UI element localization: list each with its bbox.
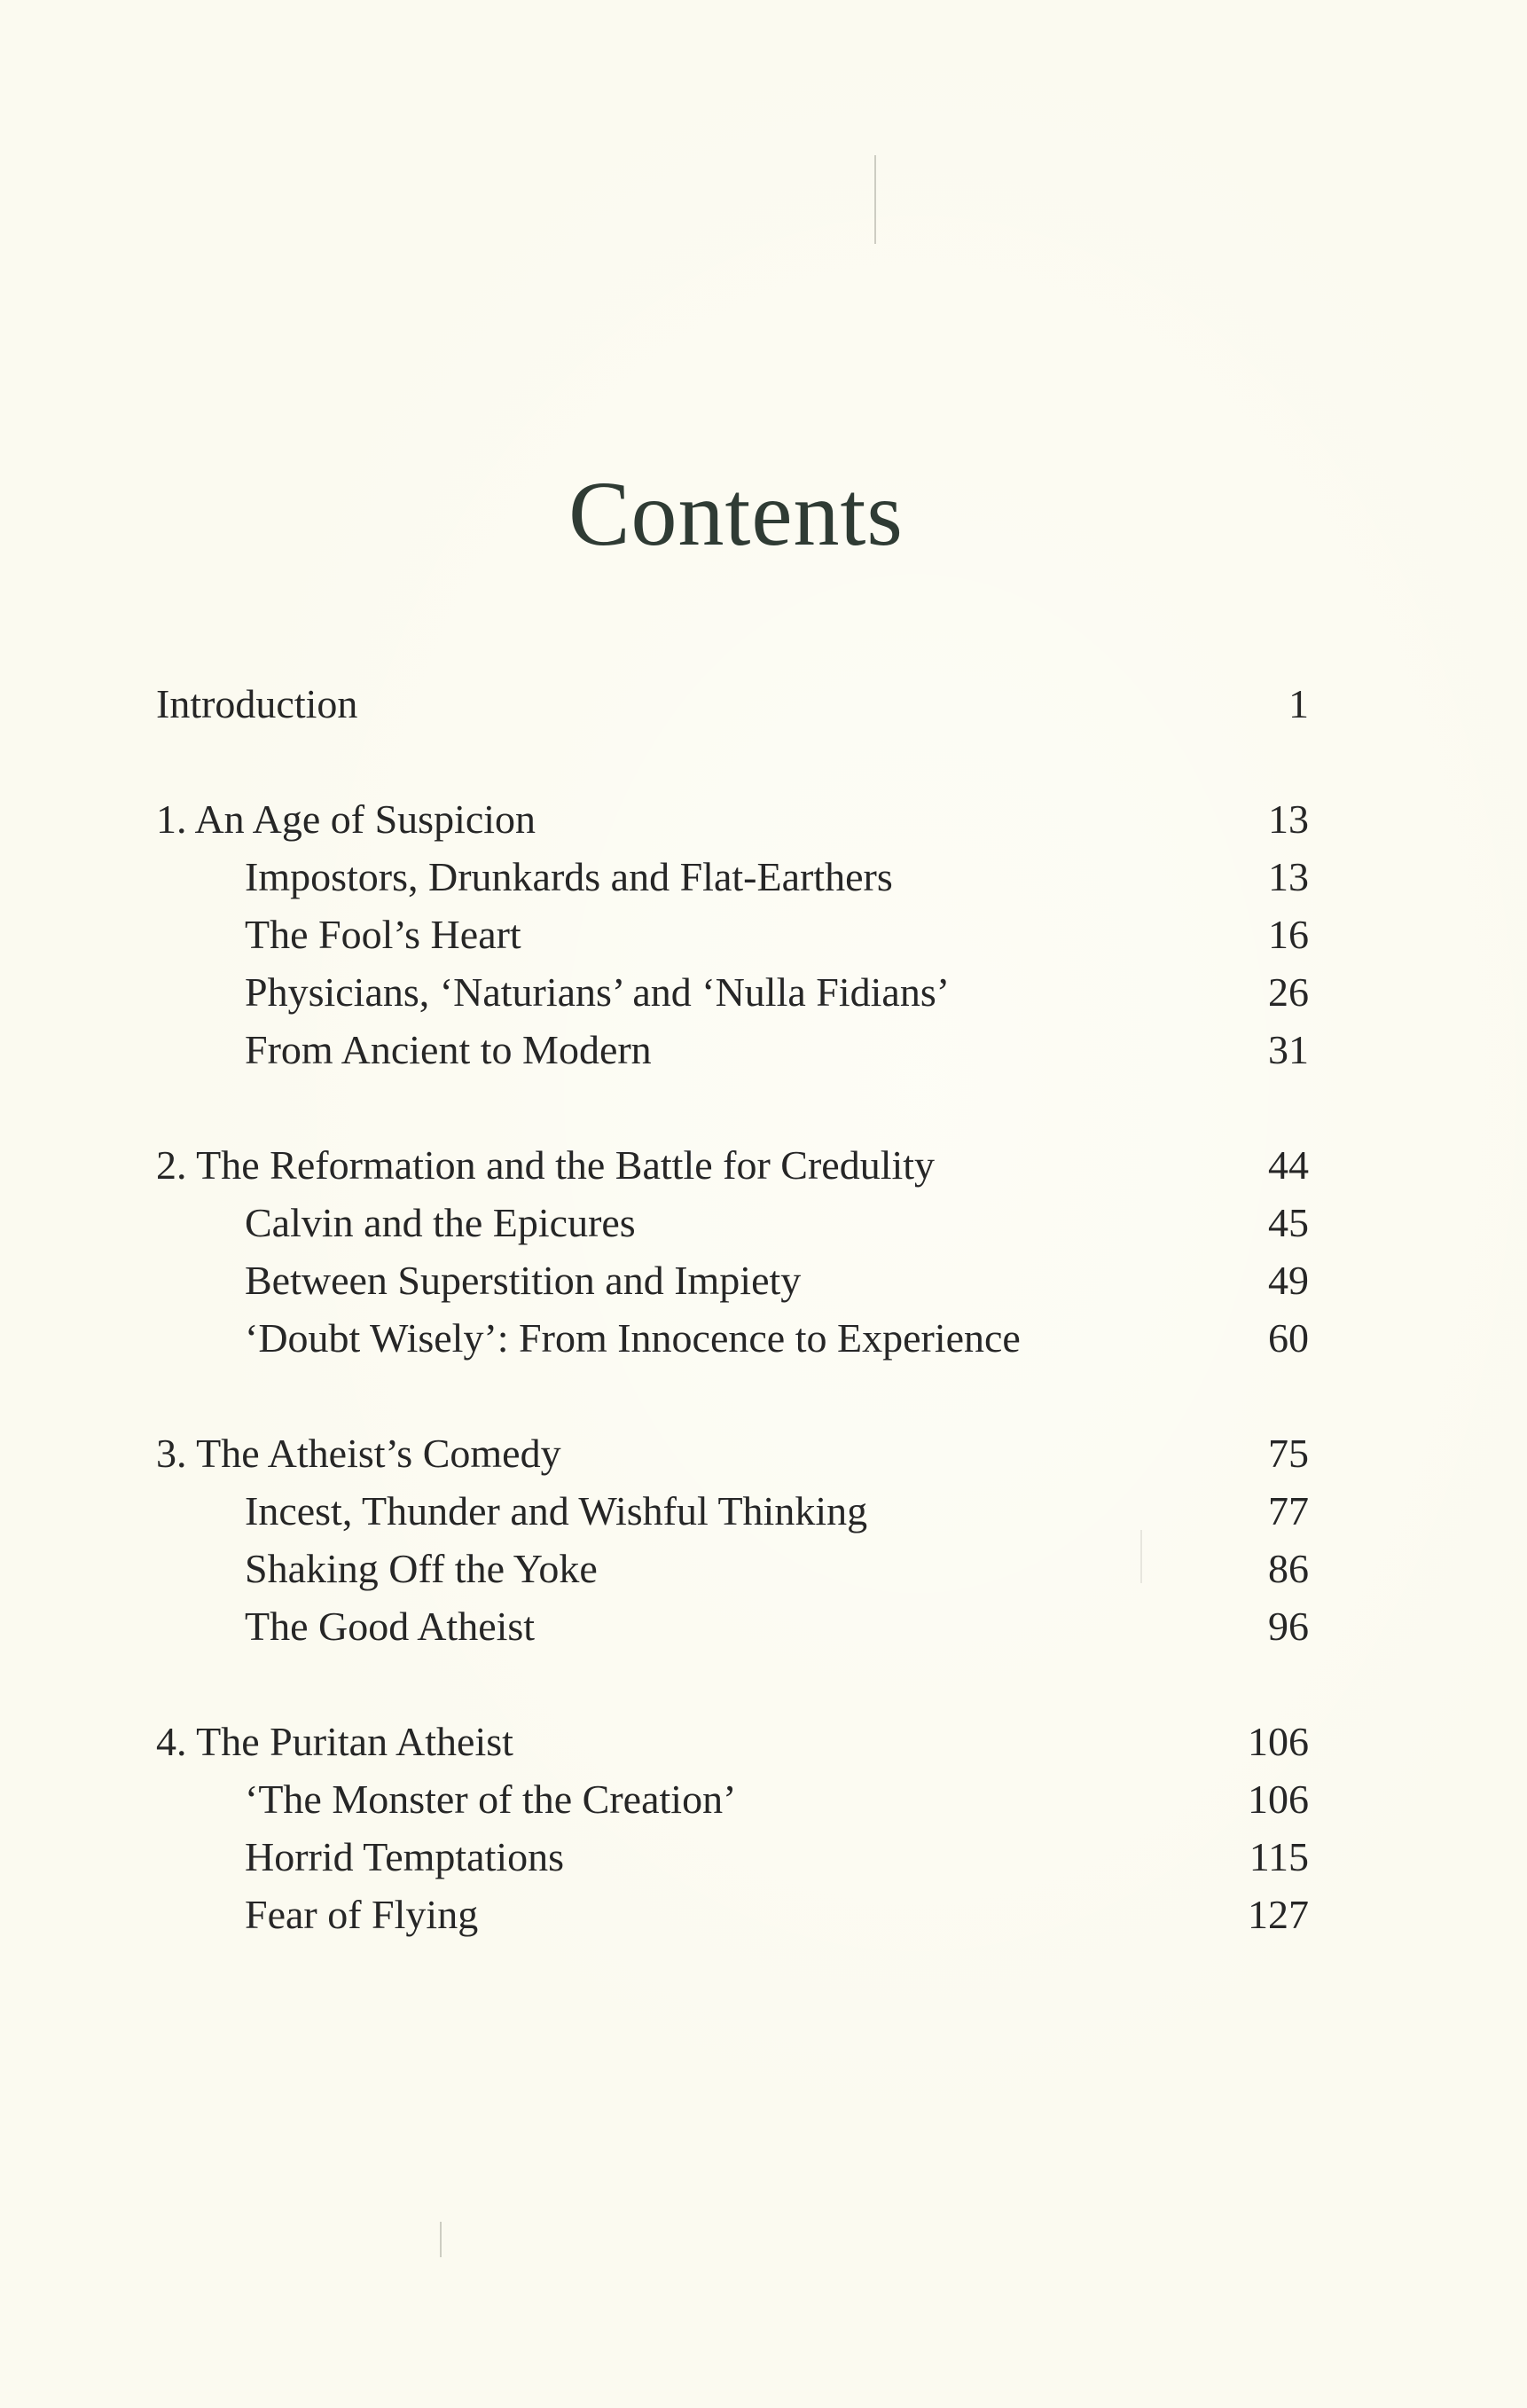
toc-section	[156, 1888, 1309, 1941]
toc-entry-label: Impostors, Drunkards and Flat-Earthers	[245, 854, 893, 899]
scan-speck	[440, 2222, 442, 2257]
toc-entry-label: 2. The Reformation and the Battle for Credulity	[156, 1142, 936, 1188]
page-title: Contents	[568, 463, 904, 565]
toc-chapter-3	[156, 1427, 1309, 1480]
toc-entry-label: 1. An Age of Suspicion	[156, 796, 536, 842]
toc-entry-page-number: 106	[1248, 1777, 1309, 1822]
toc-entry-page-number: 75	[1268, 1431, 1309, 1476]
toc-chapter-1	[156, 793, 1309, 846]
toc-entry-label: Shaking Off the Yoke	[245, 1546, 598, 1591]
toc-entry-label: Incest, Thunder and Wishful Thinking	[245, 1488, 868, 1533]
toc-section	[156, 966, 1309, 1019]
toc-entry-label: 4. The Puritan Atheist	[156, 1719, 513, 1764]
toc-entry-page-number: 44	[1268, 1142, 1309, 1188]
toc-section	[156, 908, 1309, 961]
toc-entry-label: Calvin and the Epicures	[245, 1200, 636, 1245]
toc-section	[156, 1196, 1309, 1250]
toc-entry-label: Introduction	[156, 681, 358, 726]
toc-entry-page-number: 16	[1268, 912, 1309, 957]
toc-entry-page-number: 60	[1268, 1315, 1309, 1361]
toc-entry-introduction	[156, 678, 1309, 731]
toc-entry-page-number: 1	[1288, 681, 1309, 726]
toc-entry-page-number: 26	[1268, 969, 1309, 1015]
toc-entry-label: Horrid Temptations	[245, 1834, 565, 1879]
toc-entry-label: Physicians, ‘Naturians’ and ‘Nulla Fidians’	[245, 969, 951, 1015]
toc-entry-page-number: 31	[1268, 1027, 1309, 1072]
toc-section	[156, 1485, 1309, 1538]
toc-entry-page-number: 115	[1249, 1834, 1309, 1879]
scan-speck	[874, 155, 876, 244]
toc-chapter-4	[156, 1715, 1309, 1769]
toc-entry-page-number: 106	[1248, 1719, 1309, 1764]
toc-section	[156, 1542, 1309, 1596]
toc-entry-page-number: 77	[1268, 1488, 1309, 1533]
toc-entry-label: Fear of Flying	[245, 1892, 479, 1937]
scan-speck	[1140, 1530, 1142, 1583]
toc-section	[156, 1600, 1309, 1653]
toc-entry-page-number: 127	[1248, 1892, 1309, 1937]
toc-section	[156, 1254, 1309, 1307]
toc-entry-label: 3. The Atheist’s Comedy	[156, 1431, 561, 1476]
toc-entry-page-number: 96	[1268, 1604, 1309, 1649]
toc-section	[156, 1024, 1309, 1077]
toc-section	[156, 1773, 1309, 1826]
toc-section	[156, 1831, 1309, 1884]
toc-entry-label: ‘Doubt Wisely’: From Innocence to Experience	[245, 1315, 1021, 1361]
toc-section	[156, 851, 1309, 904]
toc-entry-page-number: 49	[1268, 1258, 1309, 1303]
toc-entry-page-number: 86	[1268, 1546, 1309, 1591]
toc-entry-page-number: 13	[1268, 854, 1309, 899]
toc-entry-label: Between Superstition and Impiety	[245, 1258, 802, 1303]
toc-section	[156, 1312, 1309, 1365]
toc-entry-page-number: 45	[1268, 1200, 1309, 1245]
toc-entry-label: The Fool’s Heart	[245, 912, 521, 957]
toc-entry-label: From Ancient to Modern	[245, 1027, 652, 1072]
toc-entry-page-number: 13	[1268, 796, 1309, 842]
toc-entry-label: The Good Atheist	[245, 1604, 536, 1649]
toc-entry-label: ‘The Monster of the Creation’	[245, 1777, 737, 1822]
toc-chapter-2	[156, 1139, 1309, 1192]
